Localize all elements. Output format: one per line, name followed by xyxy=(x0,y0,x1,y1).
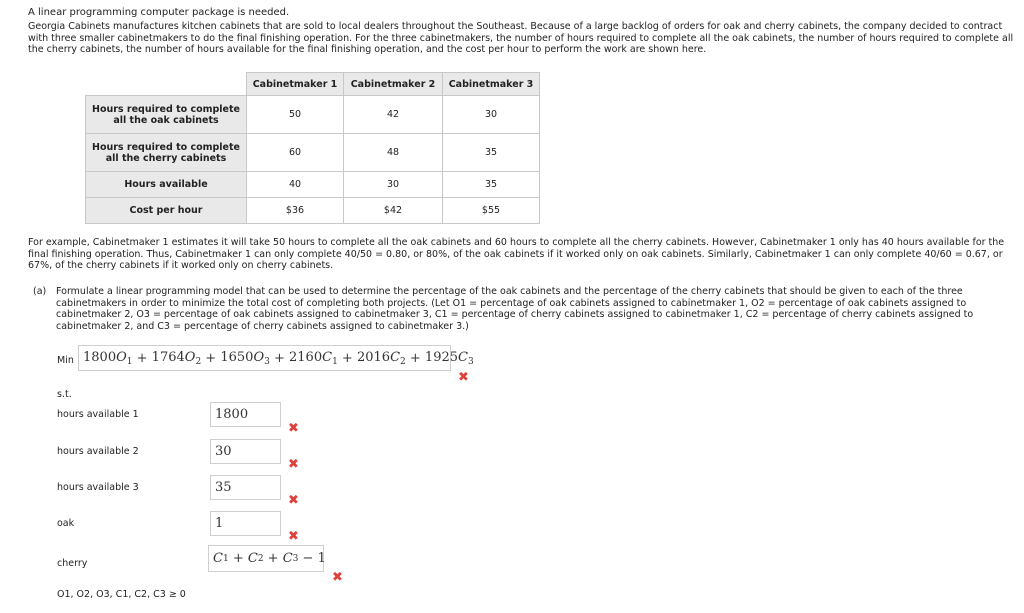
table-cell: 48 xyxy=(344,134,443,172)
row-header: Cost per hour xyxy=(86,198,247,224)
objective-term: $1650O_3$ xyxy=(220,349,270,367)
example-paragraph: For example, Cabinetmaker 1 estimates it will take 50 hours to complete all the oak cabinets and 60 hours to complete all the cherry cabinets. However, Cabinetmaker 1 only has 40 hours available for the final finishing operation. Thus, Cabinetmaker 1 can only complete 40/50 = 0.80, or 80%, of the oak cabinets if it worked only on oak cabinets. Similarly, Cabinetmaker 1 can only complete 40/60 = 0.67, or 67%, of the cherry cabinets if it worked only on cherry cabinets. xyxy=(28,237,1005,272)
column-header: Cabinetmaker 3 xyxy=(443,73,540,96)
table-cell: 30 xyxy=(443,96,540,134)
incorrect-icon: ✖ xyxy=(332,570,343,585)
constraint-input-cherry[interactable]: C 1 + C 2 + C 3 − 1 xyxy=(208,545,324,572)
cabinetmaker-table xyxy=(85,72,540,224)
incorrect-icon: ✖ xyxy=(288,457,299,472)
table-cell: 30 xyxy=(344,172,443,198)
table-cell: 42 xyxy=(344,96,443,134)
row-header: Hours required to complete all the oak cabinets xyxy=(86,96,247,134)
table-cell: 60 xyxy=(247,134,344,172)
incorrect-icon: ✖ xyxy=(288,529,299,544)
column-header: Cabinetmaker 2 xyxy=(344,73,443,96)
constraint-label: hours available 1 xyxy=(57,409,139,420)
question-label: (a) xyxy=(33,286,47,297)
incorrect-icon: ✖ xyxy=(288,493,299,508)
constraint-label: hours available 3 xyxy=(57,482,139,493)
objective-term: $1800O_1$ xyxy=(83,349,133,367)
objective-term: $1925C_3$ xyxy=(424,349,474,367)
table-cell: $42 xyxy=(344,198,443,224)
constraint-input-hours-2[interactable]: 30 xyxy=(210,439,281,464)
table-cell: $36 xyxy=(247,198,344,224)
incorrect-icon: ✖ xyxy=(288,421,299,436)
table-header-row xyxy=(86,73,540,96)
constraint-label: cherry xyxy=(57,558,88,569)
table-row xyxy=(86,96,540,134)
constraint-input-oak[interactable]: 1 xyxy=(210,511,281,536)
table-cell: 35 xyxy=(443,172,540,198)
row-header: Hours available xyxy=(86,172,247,198)
objective-term: $2160C_1$ xyxy=(289,349,338,367)
subject-to-label: s.t. xyxy=(57,389,72,400)
table-cell: 35 xyxy=(443,134,540,172)
scenario-paragraph: Georgia Cabinets manufactures kitchen cabinets that are sold to local dealers throughout the Southeast. Because of a large backlog of orders for oak and cherry cabinets, the company decided to contract with three smaller cabinetmakers to do the final finishing operation. For the three cabinetmakers, the number of hours required to complete all the oak cabinets, the number of hours required to complete all the cherry cabinets, the number of hours available for the final finishing operation, and the cost per hour to perform the work are shown here. xyxy=(28,21,1014,56)
table-cell: 50 xyxy=(247,96,344,134)
table-row xyxy=(86,172,540,198)
table-cell: 40 xyxy=(247,172,344,198)
table-row xyxy=(86,198,540,224)
min-label: Min xyxy=(57,355,74,366)
constraint-label: oak xyxy=(57,518,75,529)
table-corner xyxy=(86,73,247,96)
objective-term: $1764O_2$ xyxy=(151,349,202,367)
column-header: Cabinetmaker 1 xyxy=(247,73,344,96)
table-row xyxy=(86,134,540,172)
objective-term: $2016C_2$ xyxy=(356,349,406,367)
constraint-input-hours-3[interactable]: 35 xyxy=(210,475,281,500)
objective-input[interactable]: $1800O_1$ + $1764O_2$ + $1650O_3$ + $2160C_1$ + $2016C_2$ + $1925C_3$ xyxy=(78,345,451,371)
constraint-label: hours available 2 xyxy=(57,446,139,457)
incorrect-icon: ✖ xyxy=(458,370,469,385)
question-text: Formulate a linear programming model that can be used to determine the percentage of the oak cabinets and the percentage of the cherry cabinets that should be given to each of the three cabinetmakers in order to minimize the total cost of completing both projects. (Let O1 = percentage of oak cabinets assigned to cabinetmaker 1, O2 = percentage of oak cabinets assigned to cabinetmaker 2, O3 = percentage of oak cabinets assigned to cabinetmaker 3, C1 = percentage of cherry cabinets assigned to cabinetmaker 1, C2 = percentage of cherry cabinets assigned to cabinetmaker 2, and C3 = percentage of cherry cabinets assigned to cabinetmaker 3.) xyxy=(56,286,974,332)
row-header: Hours required to complete all the cherry cabinets xyxy=(86,134,247,172)
constraint-input-hours-1[interactable]: 1800 xyxy=(210,402,281,427)
table-cell: $55 xyxy=(443,198,540,224)
intro-text: A linear programming computer package is needed. xyxy=(28,7,290,18)
nonnegativity-constraint: O1, O2, O3, C1, C2, C3 ≥ 0 xyxy=(57,589,186,600)
